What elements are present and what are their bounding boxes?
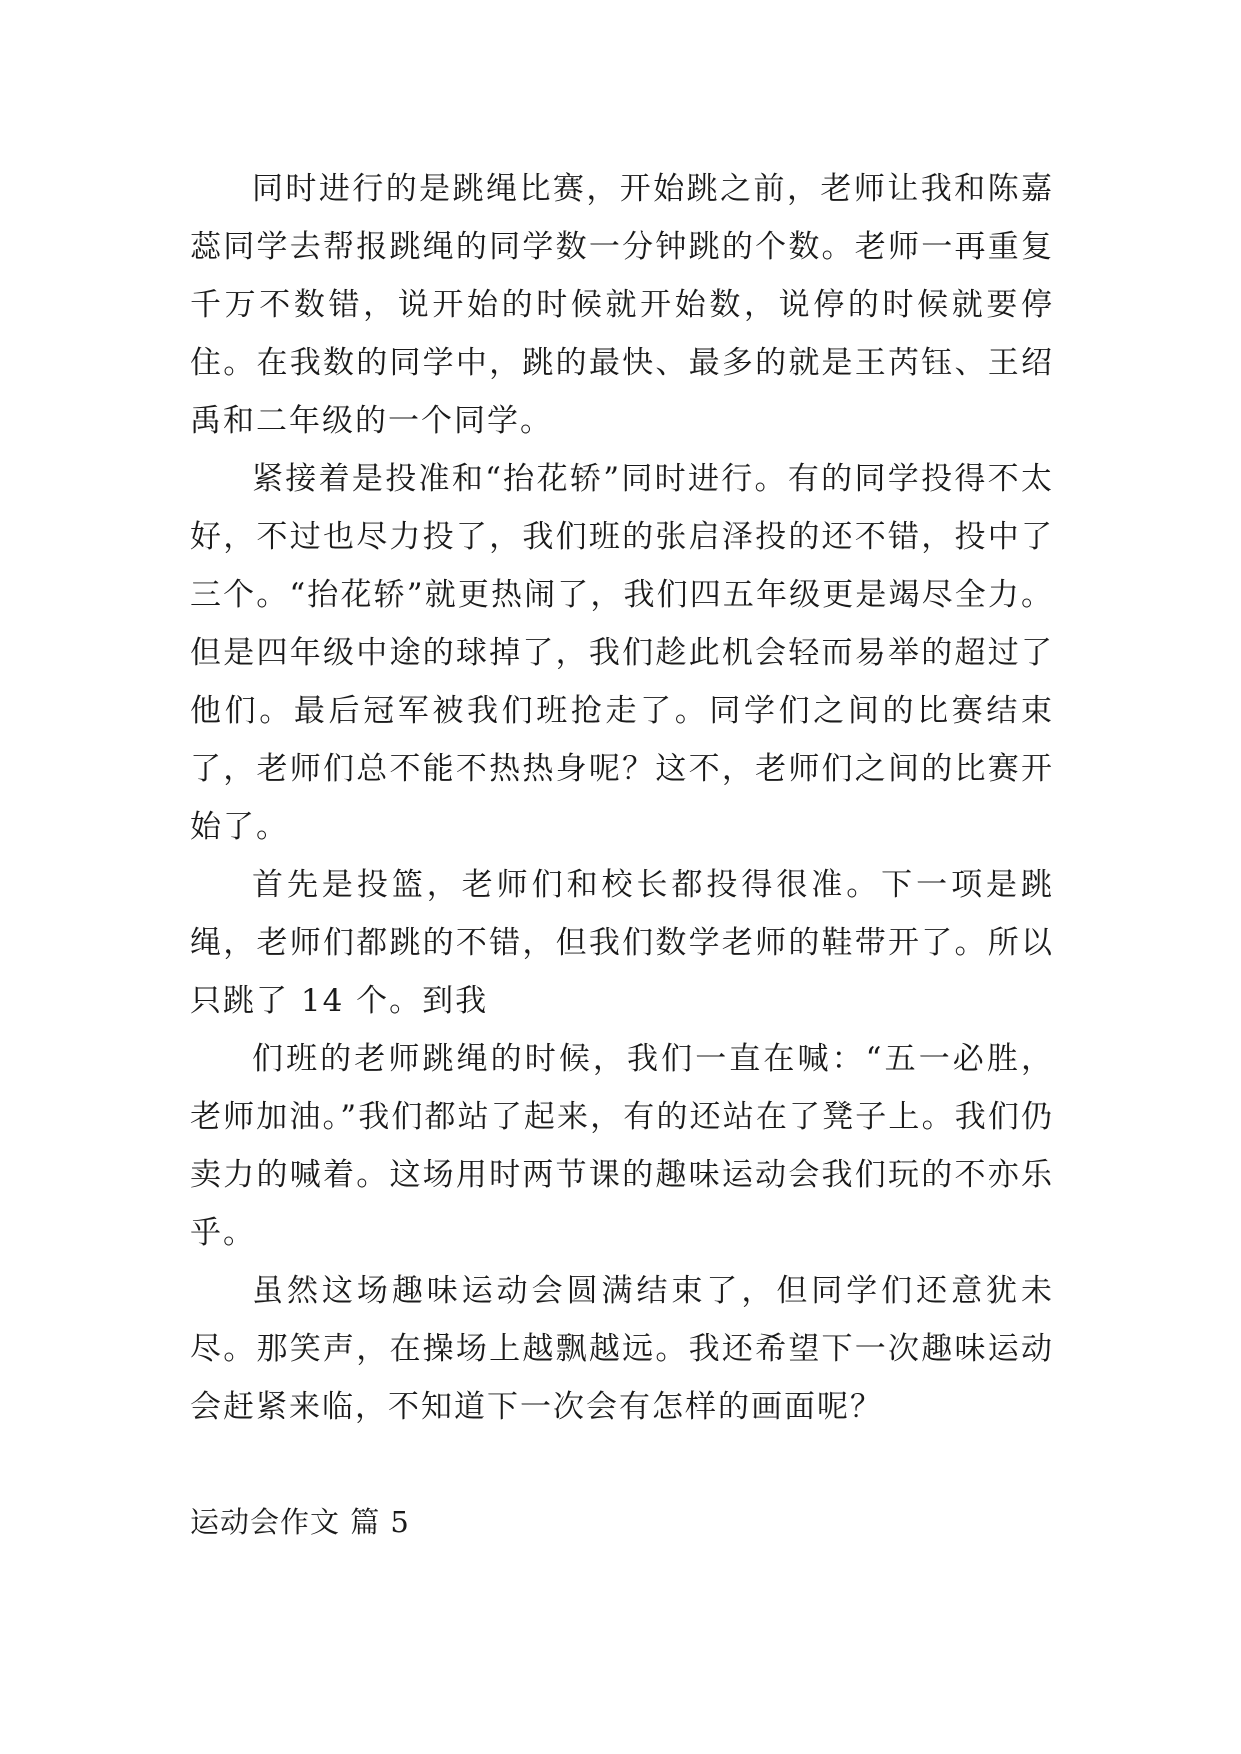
paragraph-throwing-sedan: 紧接着是投准和“抬花轿”同时进行。有的同学投得不太好，不过也尽力投了，我们班的张启泽投的还不错，投中了三个。“抬花轿”就更热闹了，我们四五年级更是竭尽全力。但是四年级中途的球掉了，我们趁此机会轻而易举的超过了他们。最后冠军被我们班抢走了。同学们之间的比赛结束了，老师们总不能不热热身呢？这不，老师们之间的比赛开始了。 <box>190 461 1054 845</box>
paragraph-teachers-contest: 首先是投篮，老师们和校长都投得很准。下一项是跳绳，老师们都跳的不错，但我们数学老师的鞋带开了。所以只跳了 14 个。到我 <box>190 867 1054 1019</box>
document-body <box>190 160 1054 1551</box>
paragraph-cheering: 们班的老师跳绳的时候，我们一直在喊：“五一必胜，老师加油。”我们都站了起来，有的还站在了凳子上。我们仍卖力的喊着。这场用时两节课的趣味运动会我们玩的不亦乐乎。 <box>190 1041 1054 1251</box>
section-heading: 运动会作文 篇 5 <box>190 1505 410 1539</box>
paragraph-jump-rope: 同时进行的是跳绳比赛，开始跳之前，老师让我和陈嘉蕊同学去帮报跳绳的同学数一分钟跳的个数。老师一再重复千万不数错，说开始的时候就开始数，说停的时候就要停住。在我数的同学中，跳的最快、最多的就是王芮钰、王绍禹和二年级的一个同学。 <box>190 171 1054 439</box>
section-spacer <box>190 1436 1054 1493</box>
paragraph-conclusion: 虽然这场趣味运动会圆满结束了，但同学们还意犹未尽。那笑声，在操场上越飘越远。我还希望下一次趣味运动会赶紧来临，不知道下一次会有怎样的画面呢？ <box>190 1273 1054 1425</box>
